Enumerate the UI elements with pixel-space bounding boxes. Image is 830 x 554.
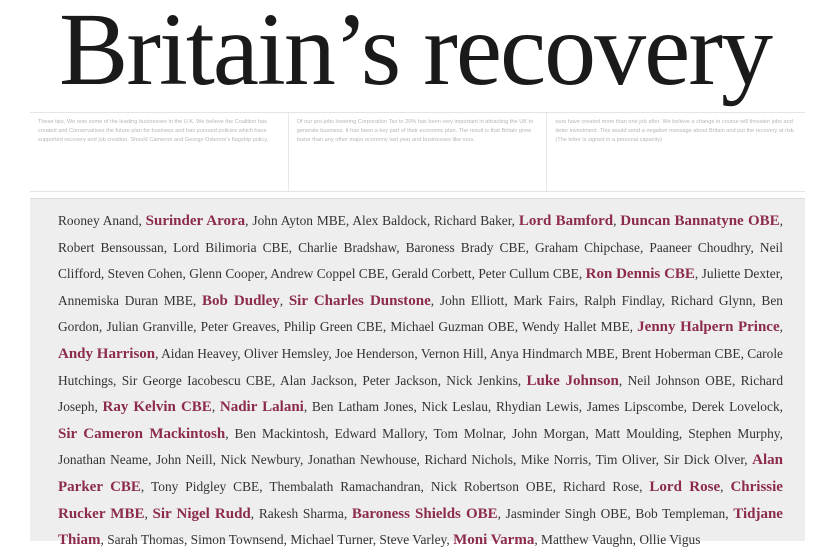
signatory-name: Steve Varley [379,532,447,548]
signatory-name-highlighted: Surinder Arora [145,213,246,229]
signatory-name: John Elliott [439,292,505,308]
signatory-name: Richard Baker [434,213,512,228]
signatory-name: Baroness Brady CBE [405,239,526,255]
signatory-name: Richard Rose [562,478,640,494]
signatory-name: Julian Granville [106,319,194,335]
signatory-name: Brent Hoberman CBE [621,345,741,361]
signatory-name: Mike Norris [520,452,588,468]
intro-column-2: Of our pro-jobs lowering Corporation Tax to 20% has been very important in attracting the UK to generate business. It has been a key part of their economic plan. The result is that Britain grew faster than any other major economy last year and businesses like ours. [288,113,547,191]
signatory-name: Ralph Findlay [583,292,662,308]
signatory-name: Nick Robertson OBE [430,478,553,494]
signatory-name: Vernon Hill [420,345,484,361]
signatory-name: Ben Gordon [58,292,783,335]
signatory-name: Simon Townsend [190,532,284,548]
signatory-name-highlighted: Ron Dennis CBE [585,266,695,283]
signatory-name: James Lipscombe [586,399,684,415]
signatory-name-highlighted: Sir Cameron Mackintosh [58,425,226,442]
signatory-name: Richard Joseph [58,372,784,415]
signatory-name: Sir Dick Olver [663,452,745,468]
signatory-name: Peter Cullum CBE [478,266,579,282]
signatory-name: Richard Nichols [424,452,514,468]
signatory-name: Charlie Bradshaw [298,239,397,255]
signatory-name-highlighted: Duncan Bannatyne OBE [620,213,780,229]
signatory-name: Andrew Coppel CBE [270,266,385,282]
signatory-name: Nick Newbury [220,452,300,468]
signatory-name: John Ayton MBE [252,213,346,228]
signatory-name: Thembalath Ramachandran [269,478,421,494]
signatory-name: Rakesh Sharma [258,505,344,521]
signatory-name-highlighted: Lord Bamford [518,213,614,229]
signatory-name-highlighted: Sir Charles Dunstone [288,292,431,309]
signatory-name: Carole Hutchings [58,345,783,388]
signatory-name: Steven Cohen [107,266,183,282]
signatory-name: Matthew Vaughn [541,532,633,548]
signatory-name: Matt Moulding [594,425,679,441]
signatory-name: Wendy Hallet MBE [521,319,630,335]
signatory-name: Robert Bensoussan [58,239,164,255]
signatory-name: Rooney Anand [58,213,139,228]
signatory-name: Paaneer Choudhry [649,239,751,255]
signatory-name: Richard Glynn [670,292,753,308]
signatory-name: John Neill [155,452,213,468]
signatory-name: Peter Greaves [200,319,277,335]
signatories-list: Rooney Anand, Surinder Arora, John Ayton MBE, Alex Baldock, Richard Baker, Lord Bamford, Duncan Bannatyne OBE, Robert Bensoussan, Lord Bilimoria CBE, Charlie Bradshaw, Baroness Brady CBE, Graham Chipchase, Paaneer Choudhry, Neil Clifford, Steven Cohen, Glenn Cooper, Andrew Coppel CBE, Gerald Corbett, Peter Cullum CBE, Ron Dennis CBE, Juliette Dexter, Annemiska Duran MBE, Bob Dudley, Sir Charles Dunstone, John Elliott, Mark Fairs, Ralph Findlay, Richard Glynn, Ben Gordon, Julian Granville, Peter Greaves, Philip Green CBE, Michael Guzman OBE, Wendy Hallet MBE, Jenny Halpern Prince, Andy Harrison, Aidan Heavey, Oliver Hemsley, Joe Henderson, Vernon Hill, Anya Hindmarch MBE, Brent Hoberman CBE, Carole Hutchings, Sir George Iacobescu CBE, Alan Jackson, Peter Jackson, Nick Jenkins, Luke Johnson, Neil Johnson OBE, Richard Joseph, Ray Kelvin CBE, Nadir Lalani, Ben Latham Jones, Nick Leslau, Rhydian Lewis, James Lipscombe, Derek Lovelock, Sir Cameron Mackintosh, Ben Mackintosh, Edward Mallory, Tom Molnar, John Morgan, Matt Moulding, Stephen Murphy, Jonathan Neame, John Neill, Nick Newbury, Jonathan Newhouse, Richard Nichols, Mike Norris, Tim Oliver, Sir Dick Olver, Alan Parker CBE, Tony Pidgley CBE, Thembalath Ramachandran, Nick Robertson OBE, Richard Rose, Lord Rose, Chrissie Rucker MBE, Sir Nigel Rudd, Rakesh Sharma, Baroness Shields OBE, Jasminder Singh OBE, Bob Templeman, Tidjane Thiam, Sarah Thomas, Simon Townsend, Michael Turner, Steve Varley, Moni Varma, Matthew Vaughn, Ollie Vigus [58,213,784,549]
signatory-name-highlighted: Nadir Lalani [219,399,304,416]
signatory-name-highlighted: Lord Rose [649,478,721,495]
signatory-name-highlighted: Bob Dudley [201,292,280,309]
signatory-name-highlighted: Luke Johnson [526,372,619,389]
headline: Britain’s recovery [59,0,771,107]
signatory-name-highlighted: Andy Harrison [58,345,156,362]
signatory-name: Nick Leslau [421,399,488,415]
signatory-name: Philip Green CBE [283,319,383,335]
signatory-name-highlighted: Moni Varma [453,532,535,549]
signatory-name: Sarah Thomas [107,532,184,548]
signatory-name: Oliver Hemsley [244,345,329,361]
signatory-name: Stephen Murphy [688,425,780,441]
signatory-name: Derek Lovelock [691,399,780,415]
signatory-name: Neil Clifford [58,239,783,282]
signatory-name: Gerald Corbett [391,266,472,282]
signatory-name: Neil Johnson OBE [627,372,732,388]
signatory-name: Peter Jackson [362,372,438,388]
signatory-name: Graham Chipchase [535,239,640,255]
signatory-name: Juliette Dexter [701,266,780,282]
signatory-name: Annemiska Duran MBE [58,292,193,308]
signatory-name-highlighted: Sir Nigel Rudd [152,505,251,522]
signatory-name: Glenn Cooper [189,266,265,282]
signatory-name: Michael Turner [290,532,373,548]
signatory-name: Mark Fairs [513,292,575,308]
signatories-box [30,198,805,549]
signatory-name: Alan Jackson [279,372,354,388]
signatory-name: Tom Molnar [433,425,503,441]
signatory-name-highlighted: Alan Parker CBE [58,452,783,495]
signatory-name: Jonathan Newhouse [307,452,417,468]
signatory-name: Tony Pidgley CBE [151,478,260,494]
signatory-name: Edward Mallory [334,425,425,441]
signatory-name: John Morgan [512,425,586,441]
signatory-name: Tim Oliver [595,452,656,468]
signatory-name: Anya Hindmarch MBE [489,345,615,361]
signatory-name: Bob Templeman [635,505,726,521]
signatory-name: Lord Bilimoria CBE [173,239,289,255]
signatory-name: Michael Guzman OBE [390,319,515,335]
signatory-name-highlighted: Tidjane Thiam [58,505,783,549]
signatory-name-highlighted: Baroness Shields OBE [351,505,498,522]
signatory-name: Jonathan Neame [58,452,149,468]
signatory-name: Aidan Heavey [161,345,238,361]
intro-column-3: ours have created more than one job after. We believe a change in course will threaten jobs and deter investment. This would send a negative message about Britain and put the recovery at risk. (The letter is signed in a personal capacity) [546,113,805,191]
signatory-name: Alex Baldock [352,213,427,228]
signatory-name: Ollie Vigus [639,532,701,548]
signatory-name: Sir George Iacobescu CBE [121,372,273,388]
signatory-name: Jasminder Singh OBE [505,505,628,521]
signatory-name: Rhydian Lewis [495,399,579,415]
signatory-name-highlighted: Ray Kelvin CBE [102,399,212,416]
signatory-name: Ben Mackintosh [234,425,326,441]
signatory-name: Ben Latham Jones [311,399,414,415]
signatory-name-highlighted: Chrissie Rucker MBE [58,478,783,522]
intro-column-1: These tips, We now some of the leading businesses in the U.K. We believe the Coalition has created and Conservatives the future plan for business and has pursued policies which have supported recovery and job creation. Should Cameron and George Osborne's flagship policy. [38,119,269,144]
signatory-name-highlighted: Jenny Halpern Prince [637,319,780,336]
intro-columns [30,112,805,192]
signatory-name: Joe Henderson [335,345,415,361]
signatory-name: Nick Jenkins [446,372,518,388]
